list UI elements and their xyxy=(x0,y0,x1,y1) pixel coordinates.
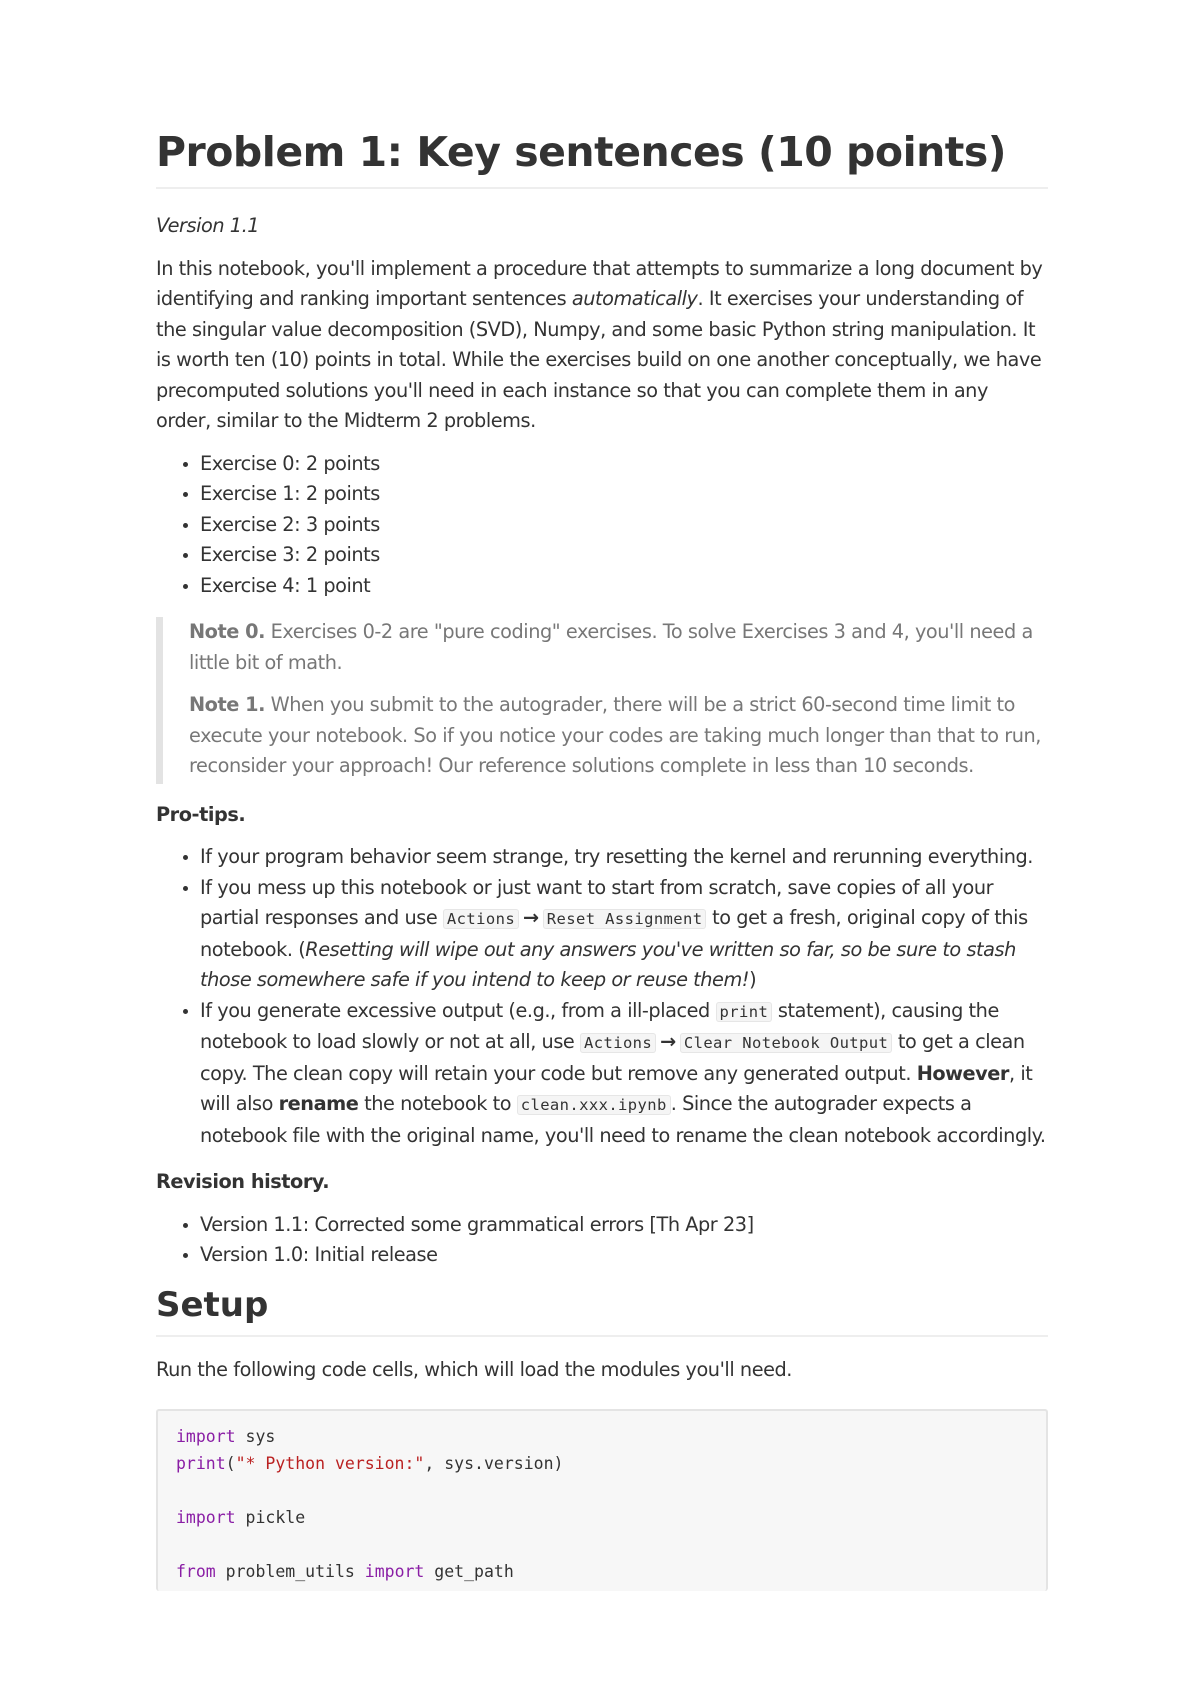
code-keyword: import xyxy=(176,1508,236,1528)
setup-heading: Setup xyxy=(156,1283,1048,1337)
revision-list xyxy=(156,1210,1048,1271)
tip-text: to get a fresh, original copy of this notebook. ( xyxy=(200,906,1028,961)
code-text: get_path xyxy=(424,1562,514,1582)
code-line xyxy=(176,1423,1028,1450)
list-item: • Version 1.1: Corrected some grammatical errors [Th Apr 23] xyxy=(200,1210,1048,1241)
intro-paragraph xyxy=(156,254,1048,437)
tip-text: , it will also xyxy=(200,1061,1033,1116)
tip-strong: However xyxy=(916,1061,1009,1085)
revision-heading: Revision history. xyxy=(156,1170,330,1194)
tip-text: to get a clean copy. The clean copy will retain your code but remove any generated output. xyxy=(200,1030,1025,1085)
code-keyword: print xyxy=(176,1454,226,1474)
exercise-list xyxy=(156,449,1048,602)
note-1 xyxy=(189,690,1048,782)
code-cell[interactable] xyxy=(156,1409,1048,1591)
code-line xyxy=(176,1450,1028,1477)
intro-text-1: In this notebook, you'll implement a procedure that attempts to summarize a long document by identifying and ranking important sentences xyxy=(156,256,1043,311)
intro-emphasis: automatically xyxy=(571,287,698,311)
clear-output-code: Clear Notebook Output xyxy=(680,1033,892,1053)
page-title: Problem 1: Key sentences (10 points) xyxy=(156,126,1048,189)
filename-code: clean.xxx.ipynb xyxy=(517,1095,671,1115)
code-keyword: import xyxy=(176,1427,236,1447)
code-text: pickle xyxy=(235,1508,306,1528)
notes-blockquote xyxy=(156,617,1048,784)
code-keyword: from xyxy=(176,1562,216,1582)
note-label: Note 0. xyxy=(189,620,265,644)
code-keyword: import xyxy=(364,1562,425,1582)
protips-heading: Pro-tips. xyxy=(156,802,246,826)
list-item: • If your program behavior seem strange, try resetting the kernel and rerunning everything. xyxy=(200,842,1048,873)
code-text: problem_utils xyxy=(215,1562,365,1582)
tip-text: statement), causing the notebook to load slowly or not at all, use xyxy=(200,998,999,1054)
version-label: Version 1.1 xyxy=(156,214,260,238)
reset-assignment-code: Reset Assignment xyxy=(543,909,707,929)
list-item xyxy=(200,873,1048,996)
actions-menu-code: Actions xyxy=(580,1033,656,1053)
note-text: When you submit to the autograder, there will be a strict 60-second time limit to execute your notebook. So if you notice your codes are taking much longer than that to run, reconsider your approach! Our reference solutions complete in less than 10 seconds. xyxy=(189,693,1041,778)
note-0 xyxy=(189,617,1048,678)
arrow-icon: → xyxy=(523,906,539,930)
list-item xyxy=(200,996,1048,1152)
note-text: Exercises 0-2 are "pure coding" exercises. To solve Exercises 3 and 4, you'll need a little bit of math. xyxy=(189,620,1033,674)
code-line-blank xyxy=(176,1531,1028,1558)
actions-menu-code: Actions xyxy=(443,909,519,929)
code-line-blank xyxy=(176,1477,1028,1504)
code-text: ( xyxy=(225,1454,236,1474)
tip-strong: rename xyxy=(278,1092,359,1116)
tip-text: ) xyxy=(749,968,757,992)
note-label: Note 1. xyxy=(189,693,265,717)
protips-list xyxy=(156,842,1048,1151)
tip-text: If you mess up this notebook or just want to start from scratch, save copies of all your partial responses and use xyxy=(200,875,994,930)
code-line xyxy=(176,1504,1028,1531)
code-string: "* Python version:" xyxy=(235,1454,425,1474)
arrow-icon: → xyxy=(660,1030,676,1054)
code-line xyxy=(176,1558,1028,1585)
code-text: , sys.version) xyxy=(424,1454,564,1474)
list-item: • Exercise 3: 2 points xyxy=(200,540,1048,571)
tip-text: . Since the autograder expects a notebook file with the original name, you'll need to rename the clean notebook accordingly. xyxy=(200,1092,1046,1147)
tip-text: the notebook to xyxy=(358,1092,517,1116)
list-item: • Exercise 1: 2 points xyxy=(200,479,1048,510)
list-item: • Exercise 4: 1 point xyxy=(200,571,1048,602)
setup-text: Run the following code cells, which will load the modules you'll need. xyxy=(156,1357,792,1381)
intro-text-2: . It exercises your understanding of the singular value decomposition (SVD), Numpy, and some basic Python string manipulation. It is worth ten (10) points in total. While the exercises build on one another conceptually, we have precomputed solutions you'll need in each instance so that you can complete them in any order, similar to the Midterm 2 problems. xyxy=(156,287,1042,433)
code-text: sys xyxy=(235,1427,276,1447)
notebook-page xyxy=(156,0,1048,1591)
tip-text: If you generate excessive output (e.g., from a ill-placed xyxy=(200,998,716,1022)
list-item: • Exercise 2: 3 points xyxy=(200,510,1048,541)
tip-emphasis: Resetting will wipe out any answers you've written so far, so be sure to stash those somewhere safe if you intend to keep or reuse them! xyxy=(200,937,1016,992)
list-item: • Exercise 0: 2 points xyxy=(200,449,1048,480)
print-code: print xyxy=(716,1002,773,1022)
list-item: • Version 1.0: Initial release xyxy=(200,1240,1048,1271)
